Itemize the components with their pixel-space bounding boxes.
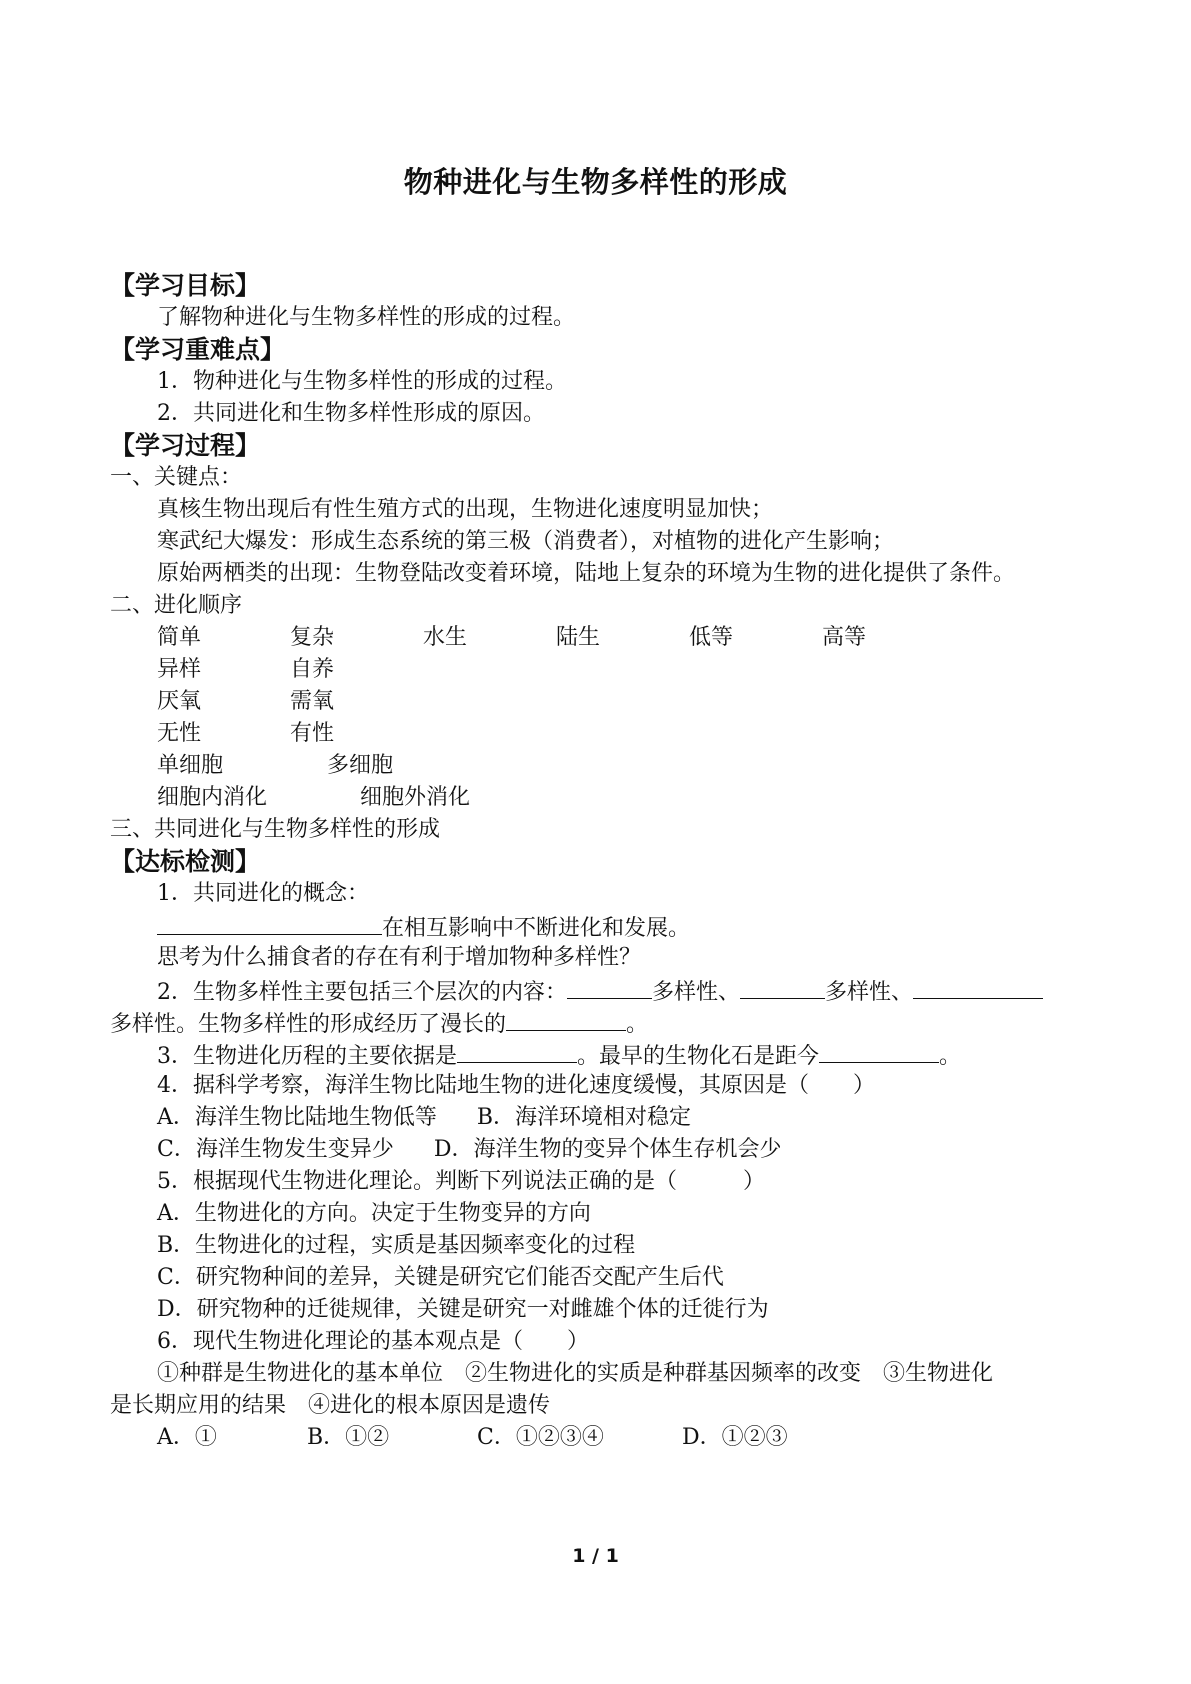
option-d[interactable]: D．研究物种的迁徙规律，关键是研究一对雌雄个体的迁徙行为 bbox=[157, 1297, 769, 1322]
question-6-options bbox=[110, 1422, 1095, 1454]
sequence-row-2 bbox=[110, 654, 1095, 686]
option-a[interactable]: A．① bbox=[157, 1425, 217, 1450]
key-point-1: 1．物种进化与生物多样性的形成的过程。 bbox=[157, 369, 567, 394]
sequence-row-6 bbox=[110, 782, 1095, 814]
process-heading: 【学习过程】 bbox=[110, 431, 261, 460]
sequence-item: 异样 bbox=[157, 657, 202, 682]
question-6-statements-2: 是长期应用的结果 ④进化的根本原因是遗传 bbox=[110, 1393, 551, 1418]
sequence-item: 复杂 bbox=[290, 625, 335, 650]
question-6-statements-1: ①种群是生物进化的基本单位 ②生物进化的实质是种群基因频率的改变 ③生物进化 bbox=[157, 1361, 994, 1386]
goal-heading: 【学习目标】 bbox=[110, 271, 261, 300]
sequence-item: 低等 bbox=[689, 625, 734, 650]
part-2-title: 二、进化顺序 bbox=[110, 593, 243, 618]
option-d[interactable]: D．①②③ bbox=[682, 1425, 788, 1450]
page-number: 1 / 1 bbox=[572, 1545, 619, 1567]
option-b[interactable]: B．生物进化的过程，实质是基因频率变化的过程 bbox=[157, 1233, 636, 1258]
part-1-line-3: 原始两栖类的出现：生物登陆改变着环境，陆地上复杂的环境为生物的进化提供了条件。 bbox=[157, 561, 1016, 586]
sequence-row-3 bbox=[110, 686, 1095, 718]
question-1-tail: 在相互影响中不断进化和发展。 bbox=[382, 916, 691, 941]
option-d[interactable]: D．海洋生物的变异个体生存机会少 bbox=[433, 1137, 782, 1162]
sequence-item: 需氧 bbox=[290, 689, 335, 714]
sequence-row-4 bbox=[110, 718, 1095, 750]
test-heading: 【达标检测】 bbox=[110, 847, 261, 876]
key-heading: 【学习重难点】 bbox=[110, 335, 286, 364]
sequence-item: 单细胞 bbox=[157, 753, 224, 778]
sequence-item: 细胞外消化 bbox=[360, 785, 471, 810]
page-title: 物种进化与生物多样性的形成 bbox=[403, 165, 788, 199]
answer-blank[interactable] bbox=[567, 974, 652, 999]
answer-blank[interactable] bbox=[913, 974, 1043, 999]
option-b[interactable]: B．海洋环境相对稳定 bbox=[476, 1105, 692, 1130]
option-a[interactable]: A．海洋生物比陆地生物低等 bbox=[157, 1105, 437, 1130]
question-2-text: 多样性、 bbox=[825, 980, 914, 1005]
answer-blank[interactable] bbox=[506, 1006, 626, 1031]
sequence-row-1 bbox=[110, 622, 1095, 654]
goal-text: 了解物种进化与生物多样性的形成的过程。 bbox=[157, 305, 576, 330]
question-1: 1．共同进化的概念： bbox=[157, 881, 369, 906]
question-4-options-cd bbox=[110, 1134, 1095, 1166]
question-2-line-1 bbox=[110, 974, 1095, 1006]
question-3-text: 3．生物进化历程的主要依据是 bbox=[157, 1044, 457, 1069]
question-2-line-2 bbox=[110, 1006, 1095, 1038]
option-c[interactable]: C．海洋生物发生变异少 bbox=[157, 1137, 394, 1162]
question-3-text: 。 bbox=[939, 1044, 962, 1069]
sequence-item: 高等 bbox=[822, 625, 867, 650]
option-a[interactable]: A．生物进化的方向。决定于生物变异的方向 bbox=[157, 1201, 591, 1226]
answer-blank[interactable] bbox=[819, 1038, 939, 1063]
sequence-item: 无性 bbox=[157, 721, 202, 746]
question-2-text: 多样性。生物多样性的形成经历了漫长的 bbox=[110, 1012, 507, 1037]
question-3 bbox=[110, 1038, 1095, 1070]
sequence-item: 厌氧 bbox=[157, 689, 202, 714]
document-body bbox=[110, 270, 1095, 1454]
question-4-options-ab bbox=[110, 1102, 1095, 1134]
question-3-text: 。最早的生物化石是距今 bbox=[577, 1044, 820, 1069]
sequence-item: 细胞内消化 bbox=[157, 785, 268, 810]
option-c[interactable]: C．研究物种间的差异，关键是研究它们能否交配产生后代 bbox=[157, 1265, 724, 1290]
option-b[interactable]: B．①② bbox=[307, 1425, 390, 1450]
answer-blank[interactable] bbox=[157, 910, 382, 935]
sequence-item: 自养 bbox=[290, 657, 335, 682]
sequence-item: 水生 bbox=[423, 625, 468, 650]
question-1-think: 思考为什么捕食者的存在有利于增加物种多样性？ bbox=[157, 945, 642, 970]
question-2-text: 多样性、 bbox=[652, 980, 741, 1005]
key-point-2: 2．共同进化和生物多样性形成的原因。 bbox=[157, 401, 545, 426]
sequence-row-5 bbox=[110, 750, 1095, 782]
question-6: 6．现代生物进化理论的基本观点是（ ） bbox=[157, 1329, 589, 1354]
sequence-item: 多细胞 bbox=[327, 753, 394, 778]
part-1-line-2: 寒武纪大爆发：形成生态系统的第三极（消费者），对植物的进化产生影响； bbox=[157, 529, 895, 554]
part-1-line-1: 真核生物出现后有性生殖方式的出现，生物进化速度明显加快； bbox=[157, 497, 774, 522]
question-2-text: 。 bbox=[626, 1012, 649, 1037]
answer-blank[interactable] bbox=[457, 1038, 577, 1063]
answer-blank[interactable] bbox=[740, 974, 825, 999]
question-1-blank-line bbox=[110, 910, 1095, 942]
option-c[interactable]: C．①②③④ bbox=[477, 1425, 604, 1450]
question-2-text: 2．生物多样性主要包括三个层次的内容： bbox=[157, 980, 567, 1005]
part-1-title: 一、关键点： bbox=[110, 465, 243, 490]
part-3-title: 三、共同进化与生物多样性的形成 bbox=[110, 817, 441, 842]
question-4: 4．据科学考察，海洋生物比陆地生物的进化速度缓慢，其原因是（ ） bbox=[157, 1073, 875, 1098]
sequence-item: 简单 bbox=[157, 625, 202, 650]
question-5: 5．根据现代生物进化理论。判断下列说法正确的是（ ） bbox=[157, 1169, 765, 1194]
sequence-item: 陆生 bbox=[556, 625, 601, 650]
sequence-item: 有性 bbox=[290, 721, 335, 746]
